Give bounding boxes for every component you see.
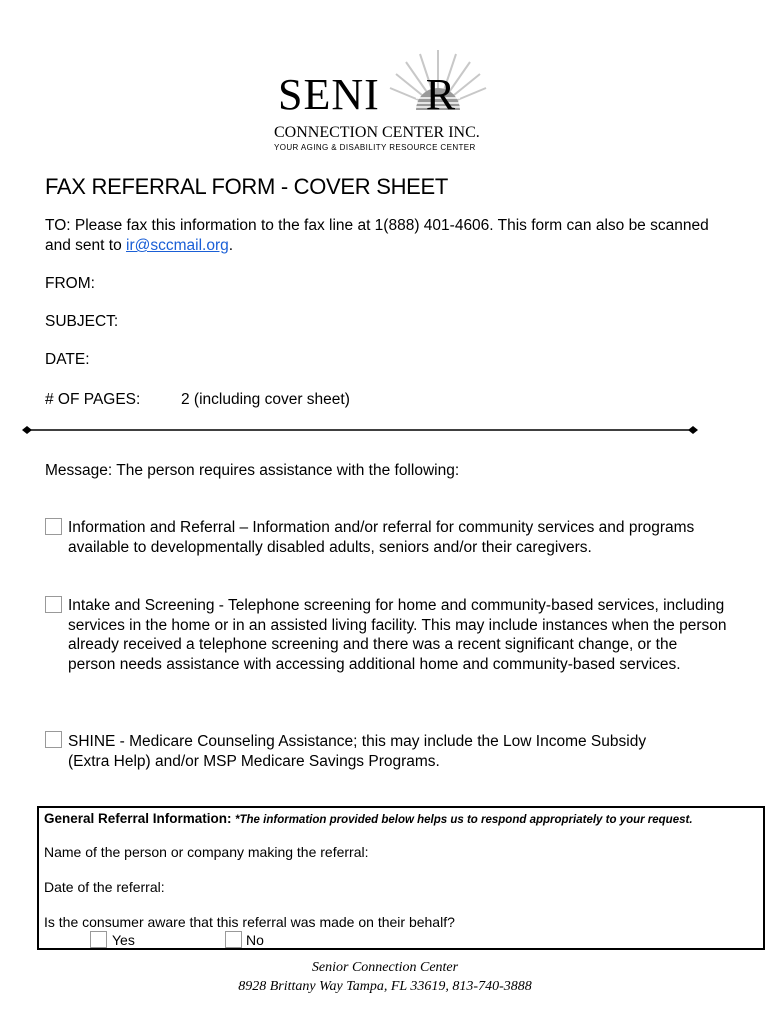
logo-line2: CONNECTION CENTER INC. [274,124,480,141]
page-title: FAX REFERRAL FORM - COVER SHEET [45,174,449,199]
to-instructions [45,216,725,256]
no-checkbox[interactable] [225,931,242,948]
general-referral-heading [44,811,744,828]
from-label: FROM: [45,275,95,292]
footer-address: 8928 Brittany Way Tampa, FL 33619, 813-740-3888 [238,979,532,994]
yes-label: Yes [112,932,135,948]
shine-option [68,732,688,771]
senior-connection-logo [270,48,500,158]
footer-organization: Senior Connection Center [311,960,459,975]
logo-tagline: YOUR AGING & DISABILITY RESOURCE CENTER [274,143,476,152]
pages-value: 2 (including cover sheet) [181,391,350,408]
section-divider [22,424,698,436]
information-referral-option: Information and Referral – Information and/or referral for community services and programs available to developmentally disabled adults, seniors and/or their caregivers. [68,519,695,556]
referral-note: *The information provided below helps us to respond appropriately to your request. [235,814,693,826]
referral-heading: General Referral Information: [44,811,232,826]
date-label: DATE: [45,351,90,368]
consumer-aware-label: Is the consumer aware that this referral was made on their behalf? [44,914,455,930]
shine-checkbox[interactable] [45,731,62,748]
yes-checkbox[interactable] [90,931,107,948]
referral-date-label: Date of the referral: [44,879,165,895]
pages-label: # OF PAGES: [45,391,141,408]
shine-option-text: SHINE - Medicare Counseling Assistance; this may include the Low Income Subsidy (Extra Help) and/or MSP Medicare Savings Programs. [68,733,647,770]
information-referral-checkbox[interactable] [45,518,62,535]
logo-brand-part1: SENI [278,70,380,119]
message-text: Message: The person requires assistance with the following: [45,462,460,479]
referrer-name-label: Name of the person or company making the referral: [44,844,369,860]
no-label: No [246,932,264,948]
logo-brand-part2: R [425,70,457,119]
intake-screening-checkbox[interactable] [45,596,62,613]
to-text: TO: Please fax this information to the fax line at 1(888) 401-4606. This form can also be scanned and sent to [45,217,709,254]
email-link[interactable]: ir@sccmail.org [126,237,229,254]
intake-screening-option: Intake and Screening - Telephone screening for home and community-based services, including services in the home or in an assisted living facility. This may include instances when the person already received a telephone screening and there was a recent significant change, or the person needs assistance with accessing additional home and community-based services. [68,597,727,673]
subject-label: SUBJECT: [45,313,119,330]
to-end: . [228,237,234,254]
